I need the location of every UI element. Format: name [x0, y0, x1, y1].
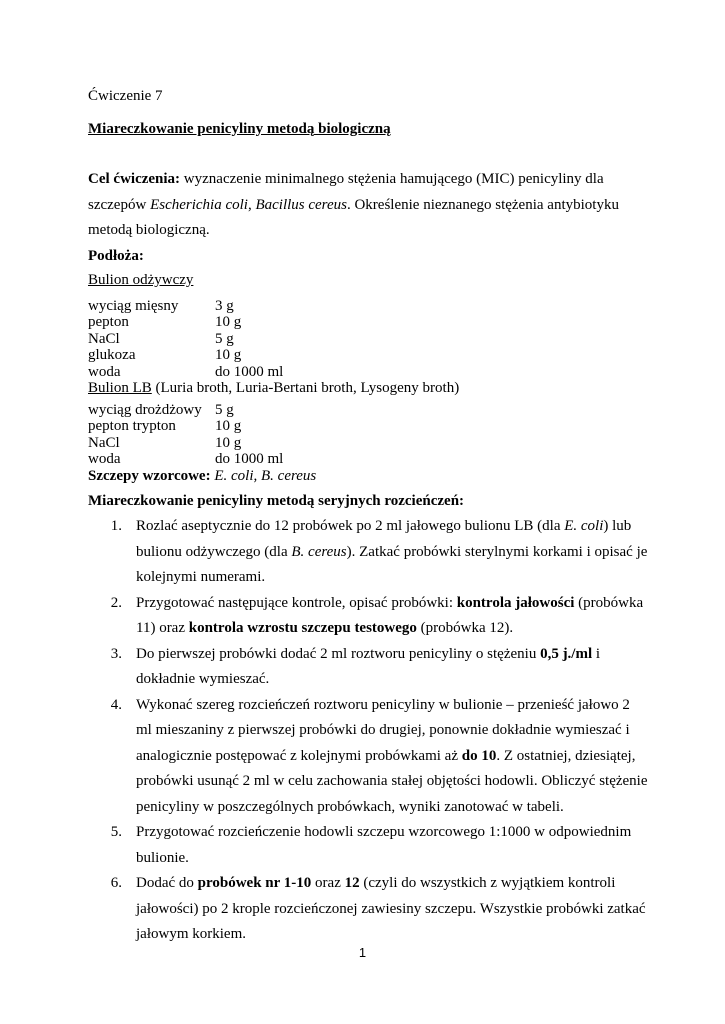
step-number: 6. — [110, 875, 122, 891]
strains-value: E. coli, B. cereus — [210, 467, 317, 484]
step-item — [98, 642, 648, 693]
step-text-run: Przygotować następujące kontrole, opisać probówki: — [136, 594, 457, 611]
exercise-label: Ćwiczenie 7 — [88, 88, 163, 104]
medium1-amount: 5 g — [215, 330, 234, 347]
step-number: 3. — [110, 645, 122, 662]
step-text — [128, 871, 648, 948]
step-text-run: ). Zatkać probówki sterylnymi korkami i opisać je kolejnymi numerami. — [136, 543, 648, 585]
document-title: Miareczkowanie penicyliny metodą biologiczną — [88, 120, 391, 137]
medium2-amount: do 1000 ml — [215, 451, 284, 467]
step-text — [128, 591, 648, 642]
medium1-amount: 10 g — [215, 314, 242, 330]
step-text-run: Przygotować rozcieńczenie hodowli szczepu wzorcowego 1:1000 w odpowiednim bulionie. — [136, 824, 632, 866]
goal-organism-2: Bacillus cereus — [255, 196, 347, 213]
goal-text-b: , — [247, 196, 256, 213]
medium2-composition — [88, 402, 648, 468]
medium1-ingredient: woda — [88, 363, 121, 380]
medium1-ingredient: pepton — [88, 314, 129, 330]
step-number: 5. — [110, 824, 122, 840]
method-heading: Miareczkowanie penicyliny metodą seryjnych rozcieńczeń: — [88, 493, 465, 509]
medium2-amount: 10 g — [215, 418, 242, 434]
medium1-row — [88, 347, 648, 364]
step-text-run: . Z ostatniej, dziesiątej, probówki usunąć 2 ml w celu zachowania stałej objętości hodowli. Obliczyć stężenie penicyliny w poszczególnych probówkach, wyniki zanotować w tabeli. — [136, 747, 648, 815]
goal-label: Cel ćwiczenia: — [88, 171, 181, 187]
media-heading: Podłoża: — [88, 247, 144, 264]
goal-organism-1: Escherichia coli — [150, 196, 248, 213]
medium1-amount: do 1000 ml — [215, 363, 284, 380]
goal-paragraph — [88, 167, 648, 244]
step-text-run: Do pierwszej probówki dodać 2 ml roztworu penicyliny o stężeniu — [136, 645, 541, 662]
step-text-run: i dokładnie wymieszać. — [136, 645, 601, 687]
step-number: 1. — [110, 518, 122, 534]
medium2-ingredient: wyciąg drożdżowy — [88, 401, 202, 418]
medium2-row — [88, 451, 648, 468]
step-item — [98, 820, 648, 871]
step-text-run: (czyli do wszystkich z wyjątkiem kontroli jałowości) po 2 krople rozcieńczonej zawiesiny szczepu. Wszystkie probówki zatkać jałowym korkiem. — [136, 875, 646, 942]
step-text-run: 12 — [344, 875, 360, 891]
medium1-row — [88, 331, 648, 348]
step-item — [98, 871, 648, 948]
step-text-run: (probówka 11) oraz — [136, 594, 644, 636]
step-text-run: E. coli — [564, 518, 604, 534]
medium1-ingredient: glukoza — [88, 347, 136, 363]
medium2-ingredient: pepton trypton — [88, 418, 176, 434]
step-text-run: 0,5 j./ml — [540, 645, 593, 662]
step-item — [98, 591, 648, 642]
medium1-amount: 10 g — [215, 347, 242, 363]
step-text-run: ) lub bulionu odżywczego (dla — [136, 518, 632, 560]
page-number: 1 — [358, 945, 367, 960]
medium2-heading — [88, 380, 648, 397]
medium2-row — [88, 402, 648, 419]
medium1-composition — [88, 298, 648, 381]
strains-label: Szczepy wzorcowe: — [88, 467, 211, 484]
step-text — [128, 693, 648, 821]
medium1-amount: 3 g — [215, 297, 234, 314]
goal-text-a: wyznaczenie minimalnego stężenia hamującego (MIC) penicyliny dla szczepów — [88, 171, 604, 213]
step-number: 4. — [110, 696, 122, 713]
medium2-name: Bulion LB — [88, 380, 152, 396]
step-text — [128, 820, 648, 871]
medium1-name: Bulion odżywczy — [88, 272, 194, 288]
step-number: 2. — [110, 594, 122, 611]
step-text-run: probówek nr 1-10 — [197, 875, 312, 891]
step-text-run: oraz — [311, 875, 345, 891]
medium2-amount: 5 g — [215, 401, 234, 418]
medium2-row — [88, 435, 648, 452]
step-text-run: B. cereus — [291, 543, 347, 560]
step-item — [98, 693, 648, 821]
medium2-amount: 10 g — [215, 434, 242, 451]
medium2-ingredient: NaCl — [88, 434, 120, 451]
step-text-run: kontrola wzrostu szczepu testowego — [188, 620, 417, 636]
step-text — [128, 514, 648, 591]
medium1-ingredient: NaCl — [88, 330, 120, 347]
document-page — [88, 84, 648, 948]
step-text-run: Rozlać aseptycznie do 12 probówek po 2 ml jałowego bulionu LB (dla — [136, 518, 565, 534]
medium1-ingredient: wyciąg mięsny — [88, 297, 179, 314]
step-text-run: kontrola jałowości — [456, 594, 575, 611]
step-text — [128, 642, 648, 693]
medium1-row — [88, 314, 648, 331]
strains-line — [88, 468, 648, 485]
step-text-run: Dodać do — [136, 875, 198, 891]
step-text-run: do 10 — [461, 747, 497, 764]
step-text-run: Wykonać szereg rozcieńczeń roztworu penicyliny w bulionie – przenieść jałowo 2 ml mieszaniny z pierwszej probówki do drugiej, ponownie dokładnie wymieszać i analogicznie postępować z kolejnymi probówkami aż — [136, 696, 630, 764]
medium2-ingredient: woda — [88, 451, 121, 467]
medium1-row — [88, 298, 648, 315]
goal-text-c: . Określenie nieznanego stężenia antybiotyku metodą biologiczną. — [88, 196, 619, 238]
medium1-row — [88, 364, 648, 381]
step-text-run: (probówka 12). — [416, 620, 514, 636]
medium2-note: (Luria broth, Luria-Bertani broth, Lysogeny broth) — [151, 380, 460, 396]
medium2-row — [88, 418, 648, 435]
step-item — [98, 514, 648, 591]
steps-list — [88, 514, 648, 948]
